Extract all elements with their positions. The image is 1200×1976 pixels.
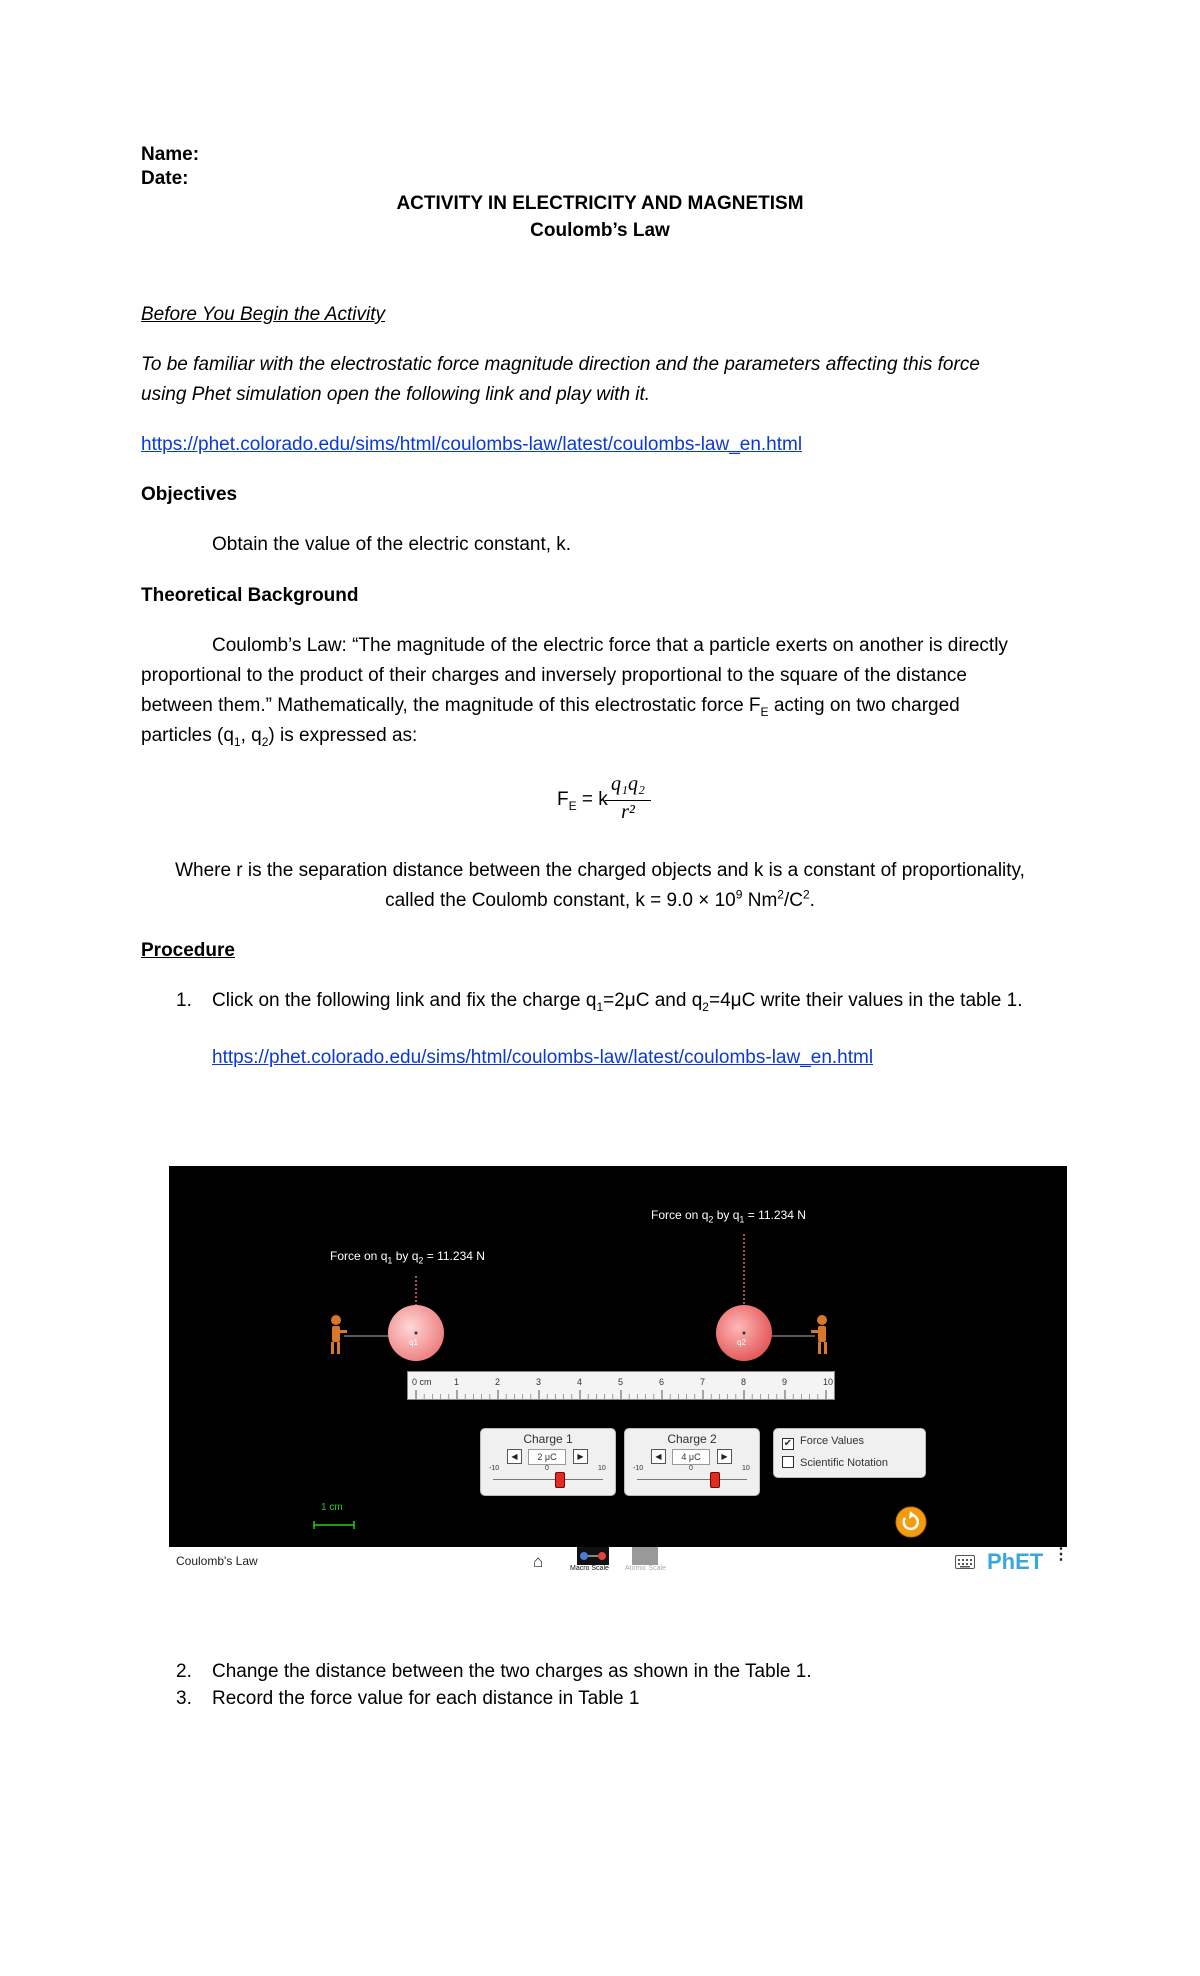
theory-line4 bbox=[141, 724, 417, 748]
step1-sub1: 1 bbox=[596, 999, 604, 1014]
charge2-max: 10 bbox=[742, 1465, 750, 1472]
objectives-text: Obtain the value of the electric constant, k. bbox=[212, 534, 572, 555]
formula-f: F bbox=[557, 789, 569, 810]
step1-link[interactable]: https://phet.colorado.edu/sims/html/coulombs-law/latest/coulombs-law_en.html bbox=[212, 1047, 874, 1068]
theory-line4-b: , q bbox=[240, 725, 262, 746]
fq1-b: by q bbox=[392, 1249, 419, 1263]
atomic-scale-label[interactable]: Atomic Scale bbox=[625, 1565, 666, 1572]
sim-navigation-bar bbox=[169, 1547, 1067, 1579]
where-exp1: 9 bbox=[735, 887, 743, 902]
puller-right bbox=[811, 1315, 827, 1354]
ruler-ticks bbox=[408, 1372, 834, 1399]
fq1-c: = 11.234 N bbox=[423, 1249, 485, 1263]
fq2-b: by q bbox=[713, 1208, 740, 1222]
formula-f-sub: E bbox=[568, 798, 577, 813]
coulomb-formula bbox=[557, 773, 667, 833]
charge2-slider-track[interactable] bbox=[637, 1479, 747, 1480]
theory-line3-a: between them.” Mathematically, the magnitude of this electrostatic force F bbox=[141, 695, 761, 716]
ruler-tick-label: 0 cm bbox=[412, 1377, 432, 1387]
procedure-heading: Procedure bbox=[141, 940, 235, 961]
ruler-tick-label: 7 bbox=[700, 1377, 706, 1387]
charge2-value: 4 μC bbox=[672, 1449, 710, 1465]
charge-q2-label: q2 bbox=[737, 1338, 746, 1347]
keyboard-icon-art bbox=[956, 1557, 974, 1569]
formula-numerator: q₁q₂ bbox=[611, 773, 645, 795]
theory-line1-text: Coulomb’s Law: “The magnitude of the electric force that a particle exerts on another is directly bbox=[212, 635, 1008, 656]
theory-line4-sub2: 2 bbox=[261, 734, 269, 749]
scale-label: 1 cm bbox=[321, 1502, 343, 1513]
scientific-notation-checkbox[interactable] bbox=[782, 1456, 794, 1468]
date-label: Date: bbox=[141, 168, 189, 189]
theory-line4-c: ) is expressed as: bbox=[268, 725, 418, 746]
charge1-value: 2 μC bbox=[528, 1449, 566, 1465]
sim-drawing bbox=[169, 1166, 1067, 1547]
fq1-s2: 2 bbox=[418, 1255, 424, 1266]
phet-logo: PhET bbox=[987, 1549, 1044, 1574]
where-exp2: 2 bbox=[777, 887, 784, 902]
macro-scale-icon[interactable] bbox=[577, 1547, 609, 1565]
menu-icon[interactable]: ⋮ bbox=[1053, 1546, 1069, 1563]
ruler-tick-label: 1 bbox=[454, 1377, 460, 1387]
formula-eq: = k bbox=[576, 789, 608, 810]
document-title: ACTIVITY IN ELECTRICITY AND MAGNETISM bbox=[396, 193, 804, 214]
name-label: Name: bbox=[141, 144, 200, 165]
charge1-title: Charge 1 bbox=[523, 1432, 573, 1446]
charge-q1-label: q1 bbox=[409, 1338, 418, 1347]
charge2-min: -10 bbox=[633, 1465, 644, 1472]
theory-line2: proportional to the product of their charges and inversely proportional to the square of the distance bbox=[141, 665, 967, 686]
sim-name: Coulomb's Law bbox=[176, 1554, 258, 1568]
fq2-a: Force on q bbox=[651, 1208, 709, 1222]
macro-scale-label[interactable]: Macro Scale bbox=[570, 1565, 609, 1572]
where-line2-c: /C bbox=[783, 890, 803, 911]
where-line1: Where r is the separation distance between the charged objects and k is a constant of proportionality, bbox=[175, 860, 1025, 881]
theory-line4-a: particles (q bbox=[141, 725, 234, 746]
before-text-line1: To be familiar with the electrostatic force magnitude direction and the parameters affecting this force bbox=[141, 354, 980, 375]
ruler-tick-label: 4 bbox=[577, 1377, 583, 1387]
macro-scale-icon-art bbox=[577, 1547, 609, 1565]
formula-lhs bbox=[557, 789, 608, 811]
charge2-control bbox=[624, 1428, 760, 1496]
ruler-tick-label: 3 bbox=[536, 1377, 542, 1387]
objectives-heading: Objectives bbox=[141, 484, 238, 505]
theory-line4-sub1: 1 bbox=[233, 734, 241, 749]
ruler-tick-label: 6 bbox=[659, 1377, 665, 1387]
ruler-tick-label: 2 bbox=[495, 1377, 501, 1387]
charge-q1-center bbox=[415, 1332, 418, 1335]
charge2-decrease-button[interactable]: ◀ bbox=[651, 1449, 666, 1464]
force-values-label: Force Values bbox=[800, 1435, 864, 1447]
where-line2-d: . bbox=[809, 890, 815, 911]
atomic-scale-icon[interactable] bbox=[632, 1547, 658, 1565]
charge1-increase-button[interactable]: ▶ bbox=[573, 1449, 588, 1464]
charge1-max: 10 bbox=[598, 1465, 606, 1472]
ruler-tick-label: 8 bbox=[741, 1377, 747, 1387]
charge1-slider-track[interactable] bbox=[493, 1479, 603, 1480]
ruler-tick-label: 9 bbox=[782, 1377, 788, 1387]
before-text-line2: using Phet simulation open the following link and play with it. bbox=[141, 384, 651, 405]
reset-icon[interactable] bbox=[896, 1507, 926, 1537]
theory-line3-b: acting on two charged bbox=[768, 695, 960, 716]
formula-denominator: r² bbox=[621, 801, 635, 823]
charge2-title: Charge 2 bbox=[667, 1432, 717, 1446]
step1-sub2: 2 bbox=[702, 999, 709, 1014]
step1-a: Click on the following link and fix the charge q bbox=[212, 990, 597, 1011]
options-panel bbox=[773, 1428, 926, 1478]
distance-ruler[interactable] bbox=[407, 1371, 835, 1400]
charge1-decrease-button[interactable]: ◀ bbox=[507, 1449, 522, 1464]
force-on-q1-label bbox=[330, 1249, 485, 1266]
charge2-increase-button[interactable]: ▶ bbox=[717, 1449, 732, 1464]
where-line2 bbox=[0, 889, 1200, 913]
puller-left bbox=[331, 1315, 347, 1354]
charge-q2-center bbox=[743, 1332, 746, 1335]
force-on-q2-label bbox=[651, 1208, 806, 1225]
fq2-s2: 1 bbox=[739, 1214, 745, 1225]
fq1-s1: 1 bbox=[387, 1255, 393, 1266]
theory-line3 bbox=[141, 694, 960, 718]
step1-b: =2μC and q bbox=[603, 990, 703, 1011]
fq2-c: = 11.234 N bbox=[744, 1208, 806, 1222]
ruler-tick-label: 5 bbox=[618, 1377, 624, 1387]
where-exp3: 2 bbox=[802, 887, 810, 902]
charge1-slider-thumb[interactable] bbox=[555, 1472, 565, 1488]
scientific-notation-option[interactable] bbox=[782, 1456, 888, 1469]
theory-line3-sub: E bbox=[760, 704, 769, 719]
step3-number: 3. bbox=[176, 1688, 192, 1709]
charge2-slider-thumb[interactable] bbox=[710, 1472, 720, 1488]
charge1-min: -10 bbox=[489, 1465, 500, 1472]
phet-link[interactable]: https://phet.colorado.edu/sims/html/coulombs-law/latest/coulombs-law_en.html bbox=[141, 434, 803, 455]
step1-number: 1. bbox=[176, 990, 192, 1011]
charge1-mid: 0 bbox=[545, 1465, 549, 1472]
scientific-notation-label: Scientific Notation bbox=[800, 1457, 889, 1469]
step1-text bbox=[212, 989, 1023, 1013]
fq2-s1: 2 bbox=[708, 1214, 714, 1225]
charge1-control bbox=[480, 1428, 616, 1496]
step1-c: =4μC write their values in the table 1. bbox=[708, 990, 1023, 1011]
theory-line1 bbox=[212, 634, 1062, 658]
before-heading: Before You Begin the Activity bbox=[141, 304, 385, 325]
theory-heading: Theoretical Background bbox=[141, 585, 359, 606]
force-values-checkbox[interactable]: ✔ bbox=[783, 1438, 793, 1449]
ruler-tick-label: 10 bbox=[823, 1377, 834, 1387]
home-icon[interactable]: ⌂ bbox=[533, 1552, 544, 1571]
charge2-mid: 0 bbox=[689, 1465, 693, 1472]
step3-text: Record the force value for each distance in Table 1 bbox=[212, 1688, 640, 1709]
keyboard-icon[interactable] bbox=[955, 1555, 975, 1569]
step2-text: Change the distance between the two charges as shown in the Table 1. bbox=[212, 1661, 812, 1682]
where-line2-b: Nm bbox=[742, 890, 778, 911]
formula-fraction bbox=[605, 773, 651, 824]
where-line2-a: called the Coulomb constant, k = 9.0 × 10 bbox=[385, 890, 736, 911]
document-subtitle: Coulomb’s Law bbox=[530, 220, 670, 241]
step2-number: 2. bbox=[176, 1661, 192, 1682]
phet-simulation-screenshot bbox=[169, 1166, 1067, 1547]
fq1-a: Force on q bbox=[330, 1249, 388, 1263]
force-values-option[interactable] bbox=[782, 1435, 864, 1450]
